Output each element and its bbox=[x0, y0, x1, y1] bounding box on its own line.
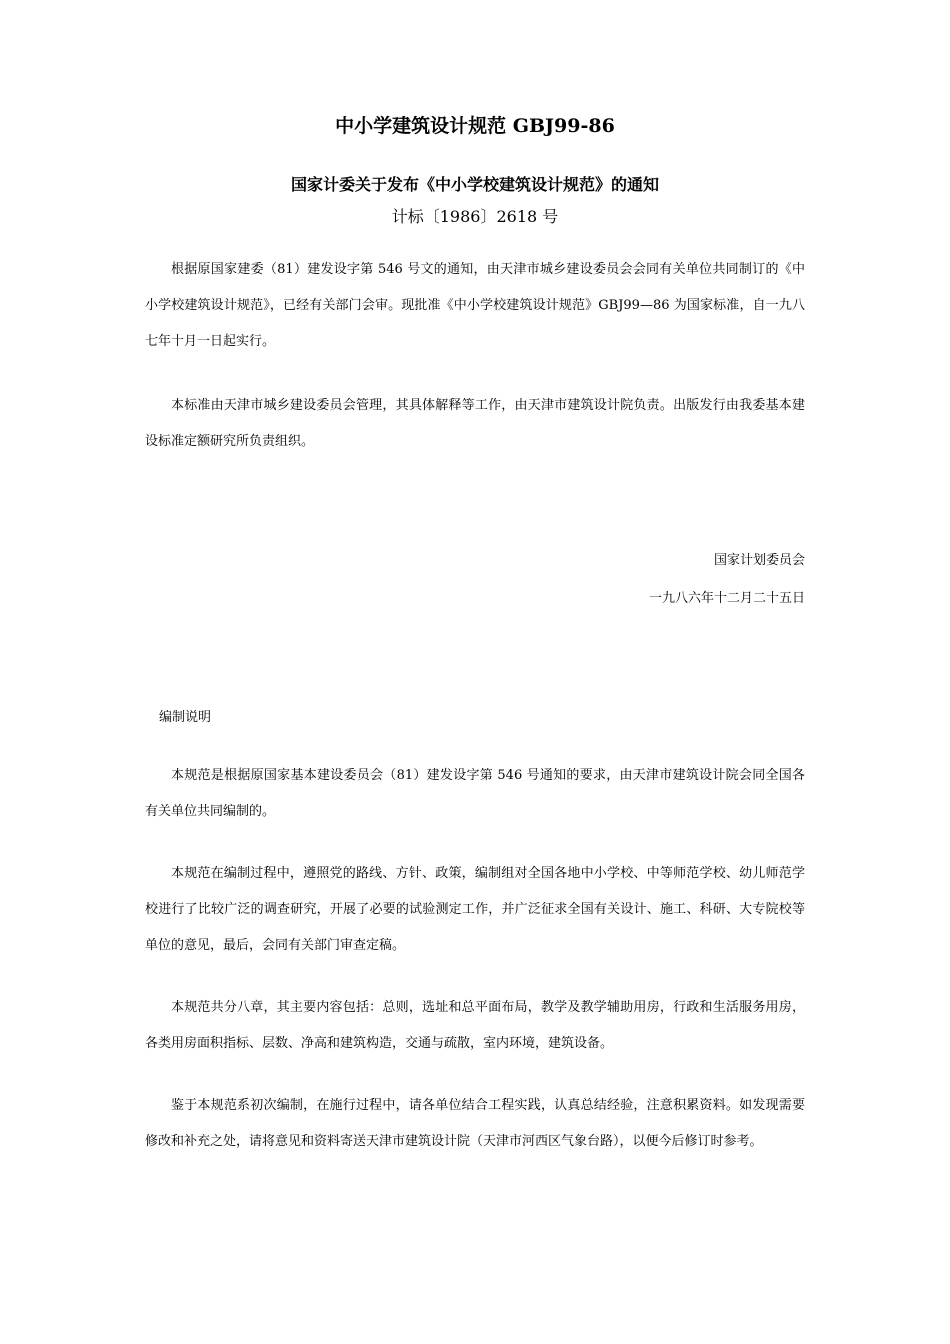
issuer-signature: 国家计划委员会 bbox=[713, 553, 805, 568]
notice-paragraph: 根据原国家建委（81）建发设字第 546 号文的通知，由天津市城乡建设委员会会同有关单位共同制订的《中小学校建筑设计规范》，已经有关部门会审。现批准《中小学校建筑设计规范》GBJ99—86 为国家标准，自一九八七年十月一日起实行。 bbox=[145, 262, 805, 349]
document-title: 中小学建筑设计规范 GBJ99-86 bbox=[335, 115, 615, 137]
issue-date: 一九八六年十二月二十五日 bbox=[648, 591, 805, 606]
compilation-heading: 编制说明 bbox=[159, 710, 212, 725]
notice-document-number: 计标〔1986〕2618 号 bbox=[391, 207, 559, 226]
compilation-paragraph: 本规范是根据原国家基本建设委员会（81）建发设字第 546 号通知的要求，由天津市建筑设计院会同全国各有关单位共同编制的。 bbox=[145, 768, 805, 819]
compilation-paragraph: 本规范在编制过程中，遵照党的路线、方针、政策，编制组对全国各地中小学校、中等师范学校、幼儿师范学校进行了比较广泛的调查研究，开展了必要的试验测定工作，并广泛征求全国有关设计、施工、科研、大专院校等单位的意见，最后，会同有关部门审查定稿。 bbox=[145, 866, 805, 953]
compilation-paragraph: 鉴于本规范系初次编制，在施行过程中，请各单位结合工程实践，认真总结经验，注意积累资料。如发现需要修改和补充之处，请将意见和资料寄送天津市建筑设计院（天津市河西区气象台路），以便今后修订时参考。 bbox=[145, 1098, 805, 1149]
compilation-paragraph: 本规范共分八章，其主要内容包括：总则，选址和总平面布局，教学及教学辅助用房，行政和生活服务用房，各类用房面积指标、层数、净高和建筑构造，交通与疏散，室内环境，建筑设备。 bbox=[145, 1000, 805, 1051]
notice-paragraph: 本标准由天津市城乡建设委员会管理，其具体解释等工作，由天津市建筑设计院负责。出版发行由我委基本建设标准定额研究所负责组织。 bbox=[145, 398, 805, 449]
notice-title: 国家计委关于发布《中小学校建筑设计规范》的通知 bbox=[290, 175, 659, 194]
